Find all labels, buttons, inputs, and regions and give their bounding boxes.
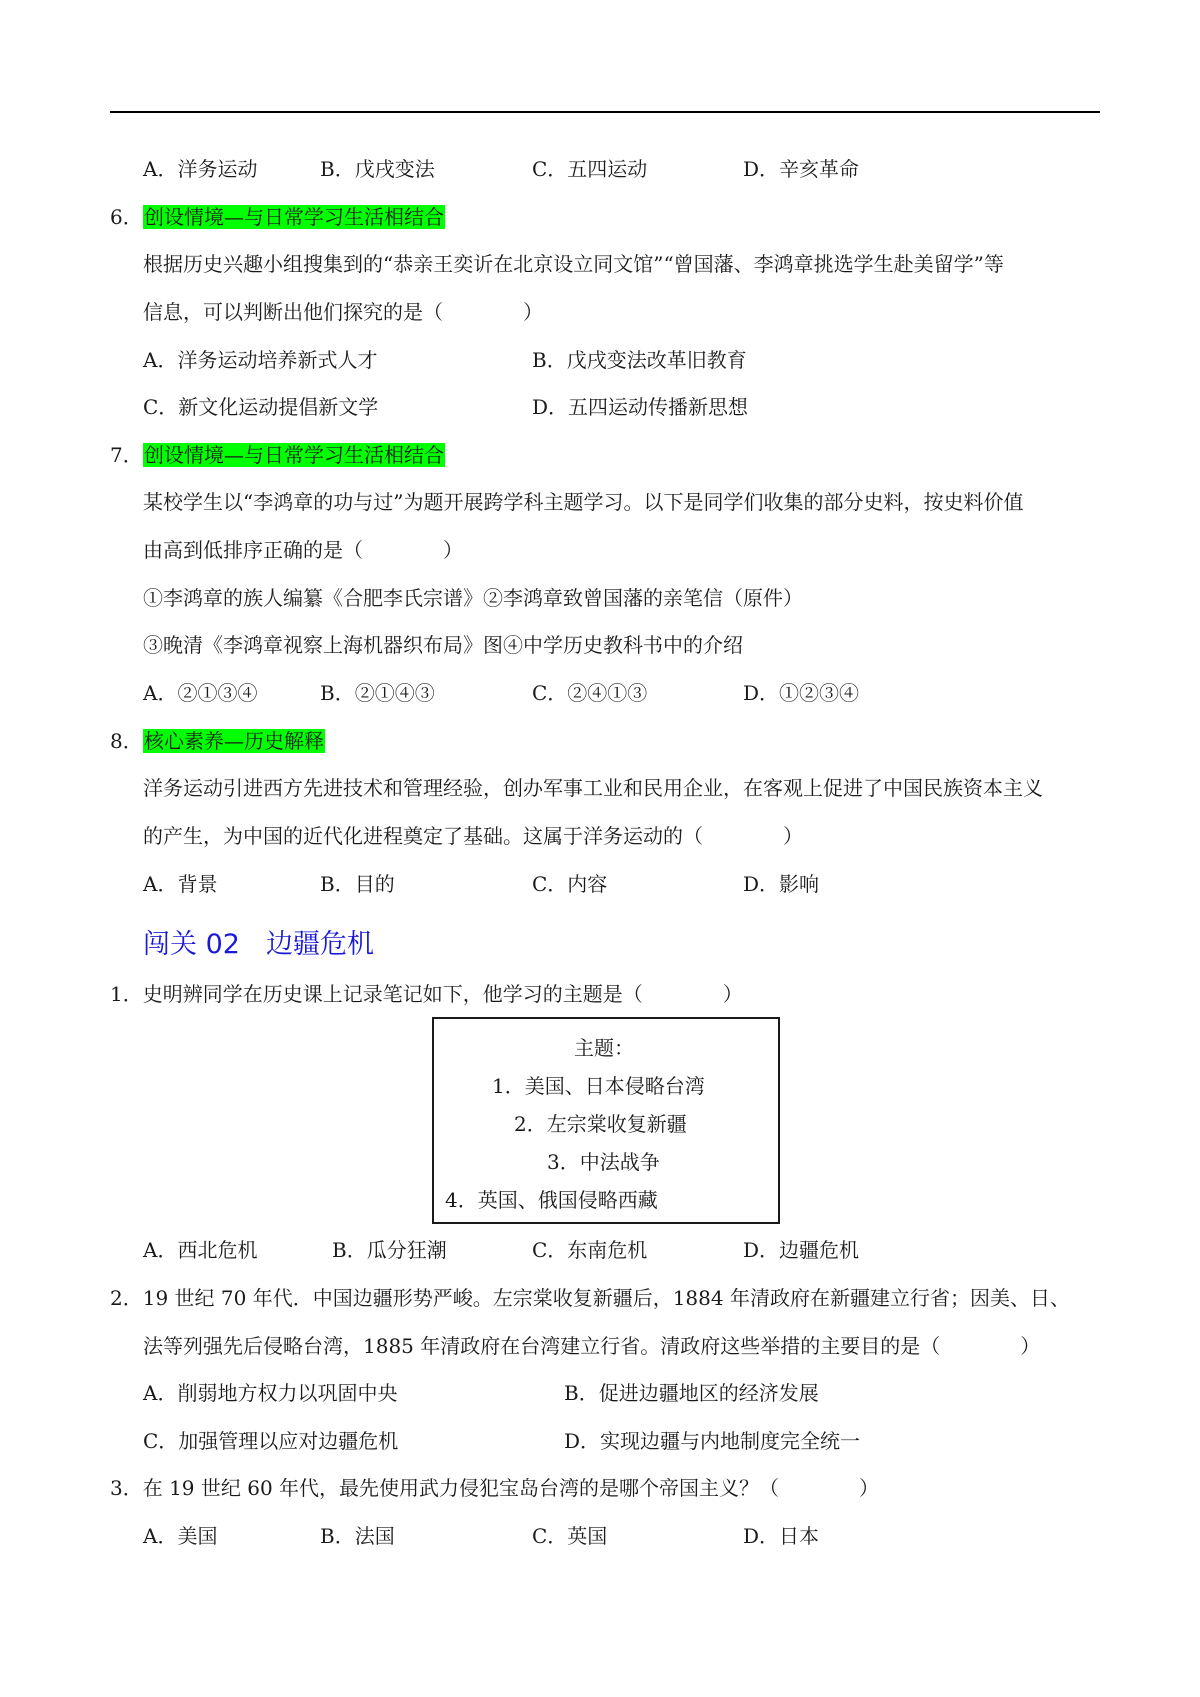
q5-option-c: C．五四运动 <box>532 157 648 181</box>
q6-option-c: C．新文化运动提倡新文学 <box>143 395 379 419</box>
q5-option-b: B．戊戌变法 <box>320 157 435 181</box>
q8-option-b: B．目的 <box>320 872 395 896</box>
section-label: 闯关 02 <box>143 929 240 960</box>
s2q3-option-a: A．美国 <box>143 1524 218 1548</box>
q8-option-d: D．影响 <box>743 872 820 896</box>
s2q2-option-a: A．削弱地方权力以巩固中央 <box>143 1381 398 1405</box>
q5-option-d: D．辛亥革命 <box>743 157 860 181</box>
section-title: 边疆危机 <box>265 929 374 960</box>
note-item-4: 4．英国、俄国侵略西藏 <box>445 1188 658 1212</box>
s2q1-option-a: A．西北危机 <box>143 1238 258 1262</box>
q5-option-a: A．洋务运动 <box>143 157 258 181</box>
q7-stem-line2: 由高到低排序正确的是（ ） <box>143 538 463 562</box>
s2q3-stem: 3．在 19 世纪 60 年代，最先使用武力侵犯宝岛台湾的是哪个帝国主义？（ ） <box>110 1476 880 1500</box>
q6-number: 6． <box>110 205 143 229</box>
s2q1-option-b: B．瓜分狂潮 <box>332 1238 447 1262</box>
q7-number: 7． <box>110 443 143 467</box>
header-rule <box>110 111 1100 113</box>
q8-option-c: C．内容 <box>532 872 608 896</box>
note-item-1: 1．美国、日本侵略台湾 <box>492 1074 705 1098</box>
q8-tag-text: 核心素养—历史解释 <box>144 729 324 753</box>
s2q1-stem: 1．史明辨同学在历史课上记录笔记如下，他学习的主题是（ ） <box>110 982 743 1006</box>
q7-option-c: C．②④①③ <box>532 681 648 705</box>
q8-tag <box>143 727 325 755</box>
q7-option-b: B．②①④③ <box>320 681 435 705</box>
q6-tag <box>143 203 445 231</box>
q7-option-d: D．①②③④ <box>743 681 860 705</box>
s2q2-option-d: D．实现边疆与内地制度完全统一 <box>564 1429 861 1453</box>
q7-tag-text: 创设情境—与日常学习生活相结合 <box>144 443 444 467</box>
q7-stem-line1: 某校学生以“李鸿章的功与过”为题开展跨学科主题学习。以下是同学们收集的部分史料，按史料价值 <box>143 490 1024 514</box>
q6-option-d: D．五四运动传播新思想 <box>532 395 749 419</box>
q6-option-a: A．洋务运动培养新式人才 <box>143 348 378 372</box>
s2q3-option-d: D．日本 <box>743 1524 820 1548</box>
s2q1-option-c: C．东南危机 <box>532 1238 648 1262</box>
q6-tag-text: 创设情境—与日常学习生活相结合 <box>144 205 444 229</box>
q6-option-b: B．戊戌变法改革旧教育 <box>532 348 747 372</box>
s2q2-stem-line1: 2．19 世纪 70 年代．中国边疆形势严峻。左宗棠收复新疆后，1884 年清政府在新疆建立行省；因美、日、 <box>110 1286 1070 1310</box>
q8-option-a: A．背景 <box>143 872 218 896</box>
q8-stem-line2: 的产生，为中国的近代化进程奠定了基础。这属于洋务运动的（ ） <box>143 824 803 848</box>
q7-item-line1: ①李鸿章的族人编纂《合肥李氏宗谱》②李鸿章致曾国藩的亲笔信（原件） <box>143 586 803 610</box>
q6-stem-line2: 信息，可以判断出他们探究的是（ ） <box>143 300 543 324</box>
q8-stem-line1: 洋务运动引进西方先进技术和管理经验，创办军事工业和民用企业，在客观上促进了中国民族资本主义 <box>143 776 1043 800</box>
note-item-3: 3．中法战争 <box>547 1150 660 1174</box>
q7-item-line2: ③晚清《李鸿章视察上海机器织布局》图④中学历史教科书中的介绍 <box>143 633 743 657</box>
s2q3-option-b: B．法国 <box>320 1524 395 1548</box>
q6-stem-line1: 根据历史兴趣小组搜集到的“恭亲王奕䜣在北京设立同文馆”“曾国藩、李鸿章挑选学生赴美留学”等 <box>143 252 1004 276</box>
section-heading <box>143 922 374 961</box>
q7-option-a: A．②①③④ <box>143 681 258 705</box>
note-heading: 主题： <box>574 1036 634 1060</box>
s2q2-option-c: C．加强管理以应对边疆危机 <box>143 1429 399 1453</box>
s2q1-option-d: D．边疆危机 <box>743 1238 860 1262</box>
s2q3-option-c: C．英国 <box>532 1524 608 1548</box>
q7-tag <box>143 441 445 469</box>
s2q2-option-b: B．促进边疆地区的经济发展 <box>564 1381 819 1405</box>
note-box <box>432 1017 780 1224</box>
q8-number: 8． <box>110 729 143 753</box>
s2q2-stem-line2: 法等列强先后侵略台湾，1885 年清政府在台湾建立行省。清政府这些举措的主要目的是（ ） <box>143 1334 1041 1358</box>
note-item-2: 2．左宗棠收复新疆 <box>514 1112 687 1136</box>
